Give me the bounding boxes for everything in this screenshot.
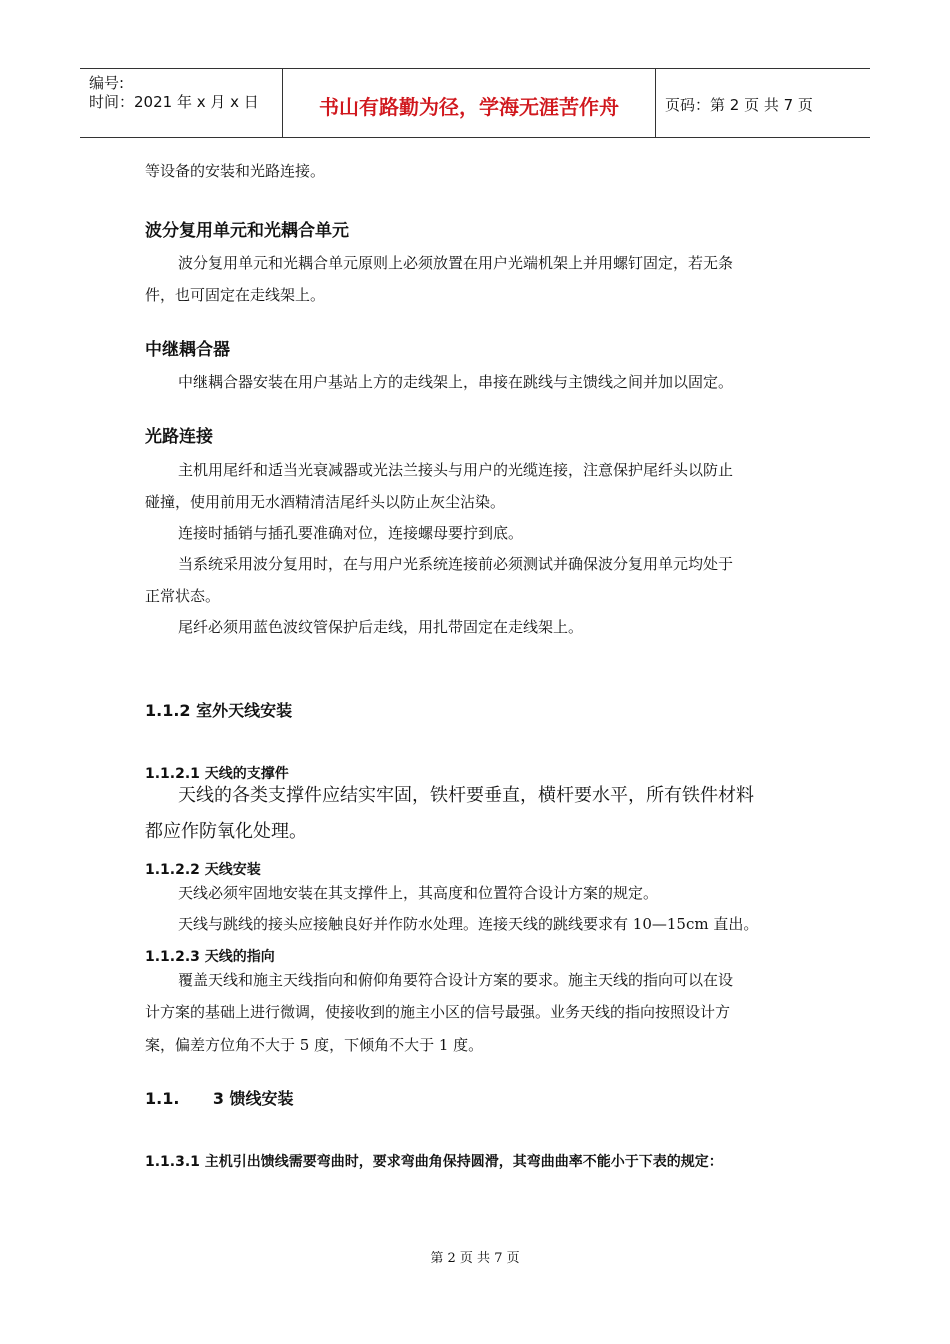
paragraph-1-1-2-3-line-3: 案，偏差方位角不大于 5 度，下倾角不大于 1 度。 xyxy=(145,1036,484,1054)
paragraph-wdm-line-1: 波分复用单元和光耦合单元原则上必须放置在用户光端机架上并用螺钉固定，若无条 xyxy=(178,254,734,272)
paragraph-optical-2: 连接时插销与插孔要准确对位，连接螺母要拧到底。 xyxy=(178,524,524,542)
paragraph-1-1-2-2-line-1: 天线必须牢固地安装在其支撑件上，其高度和位置符合设计方案的规定。 xyxy=(178,884,659,902)
paragraph-1-1-2-1-line-2: 都应作防氧化处理。 xyxy=(145,821,307,842)
paragraph-relay-coupler: 中继耦合器安装在用户基站上方的走线架上，串接在跳线与主馈线之间并加以固定。 xyxy=(178,373,734,391)
heading-1-1-2-3: 1.1.2.3 天线的指向 xyxy=(145,949,275,965)
paragraph-optical-1-line-1: 主机用尾纤和适当光衰减器或光法兰接头与用户的光缆连接，注意保护尾纤头以防止 xyxy=(178,461,734,479)
paragraph-1-1-2-1-line-1: 天线的各类支撑件应结实牢固，铁杆要垂直，横杆要水平，所有铁件材料 xyxy=(178,785,754,806)
paragraph-optical-4: 尾纤必须用蓝色波纹管保护后走线，用扎带固定在走线架上。 xyxy=(178,618,584,636)
heading-1-1-3: 1.1. 3 馈线安装 xyxy=(145,1089,294,1108)
paragraph-optical-3-line-2: 正常状态。 xyxy=(145,587,221,605)
page-footer: 第 2 页 共 7 页 xyxy=(430,1251,520,1266)
paragraph-wdm-line-2: 件，也可固定在走线架上。 xyxy=(145,286,326,304)
paragraph-optical-1-line-2: 碰撞，使用前用无水酒精清洁尾纤头以防止灰尘沾染。 xyxy=(145,493,506,511)
heading-relay-coupler: 中继耦合器 xyxy=(145,340,230,360)
header-right-cell xyxy=(655,69,870,137)
paragraph-optical-3-line-1: 当系统采用波分复用时，在与用户光系统连接前必须测试并确保波分复用单元均处于 xyxy=(178,555,734,573)
paragraph-1-1-2-2-line-2: 天线与跳线的接头应接触良好并作防水处理。连接天线的跳线要求有 10—15cm 直出。 xyxy=(178,915,759,933)
paragraph-continuation: 等设备的安装和光路连接。 xyxy=(145,162,326,180)
header-motto: 书山有路勤为径，学海无涯苦作舟 xyxy=(319,95,619,119)
document-number-label: 编号: xyxy=(89,74,125,92)
paragraph-1-1-2-3-line-2: 计方案的基础上进行微调，使接收到的施主小区的信号最强。业务天线的指向按照设计方 xyxy=(145,1003,731,1021)
header-left-cell xyxy=(80,69,282,137)
heading-optical-connection: 光路连接 xyxy=(145,427,213,447)
header-center-cell xyxy=(282,69,656,137)
paragraph-1-1-2-3-line-1: 覆盖天线和施主天线指向和俯仰角要符合设计方案的要求。施主天线的指向可以在设 xyxy=(178,971,734,989)
heading-1-1-2: 1.1.2 室外天线安装 xyxy=(145,701,293,720)
heading-1-1-2-1: 1.1.2.1 天线的支撑件 xyxy=(145,766,289,782)
heading-wdm-unit: 波分复用单元和光耦合单元 xyxy=(145,221,349,241)
document-date-label: 时间：2021 年 x 月 x 日 xyxy=(89,93,259,111)
heading-1-1-3-1: 1.1.3.1 主机引出馈线需要弯曲时，要求弯曲角保持圆滑，其弯曲曲率不能小于下表的规定： xyxy=(145,1154,723,1170)
heading-1-1-2-2: 1.1.2.2 天线安装 xyxy=(145,862,261,878)
header-page-number: 页码：第 2 页 共 7 页 xyxy=(665,96,813,114)
page-header xyxy=(80,68,870,138)
